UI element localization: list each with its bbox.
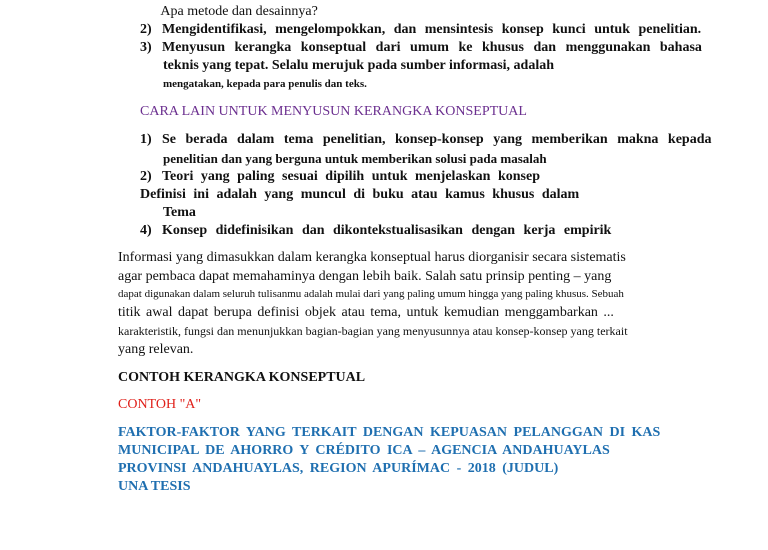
list-item-text: Se berada dalam tema penelitian, konsep-konsep yang memberikan makna kepada — [162, 132, 712, 147]
list-item-3-continued: teknis yang tepat. Selalu merujuk pada sumber informasi, adalah — [163, 58, 555, 73]
list-item-text: Teori yang paling sesuai dipilih untuk menjelaskan konsep — [162, 169, 540, 184]
paragraph-line: agar pembaca dapat memahaminya dengan lebih baik. Salah satu prinsip penting – yang — [118, 269, 612, 284]
paragraph-line: dapat digunakan dalam seluruh tulisanmu adalah mulai dari yang paling umum hingga yang paling khusus. Sebuah — [118, 288, 624, 300]
paragraph-line: titik awal dapat berupa definisi objek atau tema, untuk kemudian menggambarkan ... — [118, 305, 614, 320]
paragraph-line: Informasi yang dimasukkan dalam kerangka konseptual harus diorganisir secara sistematis — [118, 250, 626, 265]
list-item-2 — [140, 22, 758, 38]
bullet-question: Apa metode dan desainnya? — [146, 4, 304, 19]
list-item-2 — [140, 169, 540, 185]
list-item-text: Menyusun kerangka konseptual dari umum ke khusus dan menggunakan bahasa — [162, 40, 702, 55]
list-item-text: Konsep didefinisikan dan dikontekstualisasikan dengan kerja empirik — [162, 223, 612, 238]
list-item-3-continued: mengatakan, kepada para penulis dan teks. — [163, 78, 367, 90]
example-label: CONTOH "A" — [118, 397, 202, 412]
definition-line: Definisi ini adalah yang muncul di buku atau kamus khusus dalam — [140, 187, 580, 202]
list-item-3 — [140, 40, 758, 56]
list-item-text: Mengidentifikasi, mengelompokkan, dan mensintesis konsep kunci untuk penelitian. — [162, 22, 702, 37]
thesis-title-line: MUNICIPAL DE AHORRO Y CRÉDITO ICA – AGENCIA ANDAHUAYLAS — [118, 443, 610, 458]
list-number: 1) — [140, 132, 152, 147]
example-heading: CONTOH KERANGKA KONSEPTUAL — [118, 370, 366, 385]
list-item-4 — [140, 223, 611, 239]
list-number: 2) — [140, 22, 152, 37]
thesis-subtitle: UNA TESIS — [118, 479, 191, 494]
definition-line-continued: Tema — [163, 205, 196, 220]
paragraph-line: karakteristik, fungsi dan menunjukkan bagian-bagian yang menyusunnya atau konsep-konsep yang terkait — [118, 324, 628, 338]
list-item-1 — [140, 132, 758, 148]
list-number: 3) — [140, 40, 152, 55]
list-number: 2) — [140, 169, 152, 184]
paragraph-line: yang relevan. — [118, 342, 194, 357]
list-number: 4) — [140, 223, 152, 238]
thesis-title-line: FAKTOR-FAKTOR YANG TERKAIT DENGAN KEPUASAN PELANGGAN DI KAS — [118, 425, 661, 440]
list-item-1-continued: penelitian dan yang berguna untuk memberikan solusi pada masalah — [163, 151, 547, 166]
thesis-title-line: PROVINSI ANDAHUAYLAS, REGION APURÍMAC - 2018 (JUDUL) — [118, 461, 559, 476]
section-heading: CARA LAIN UNTUK MENYUSUN KERANGKA KONSEPTUAL — [140, 104, 527, 119]
